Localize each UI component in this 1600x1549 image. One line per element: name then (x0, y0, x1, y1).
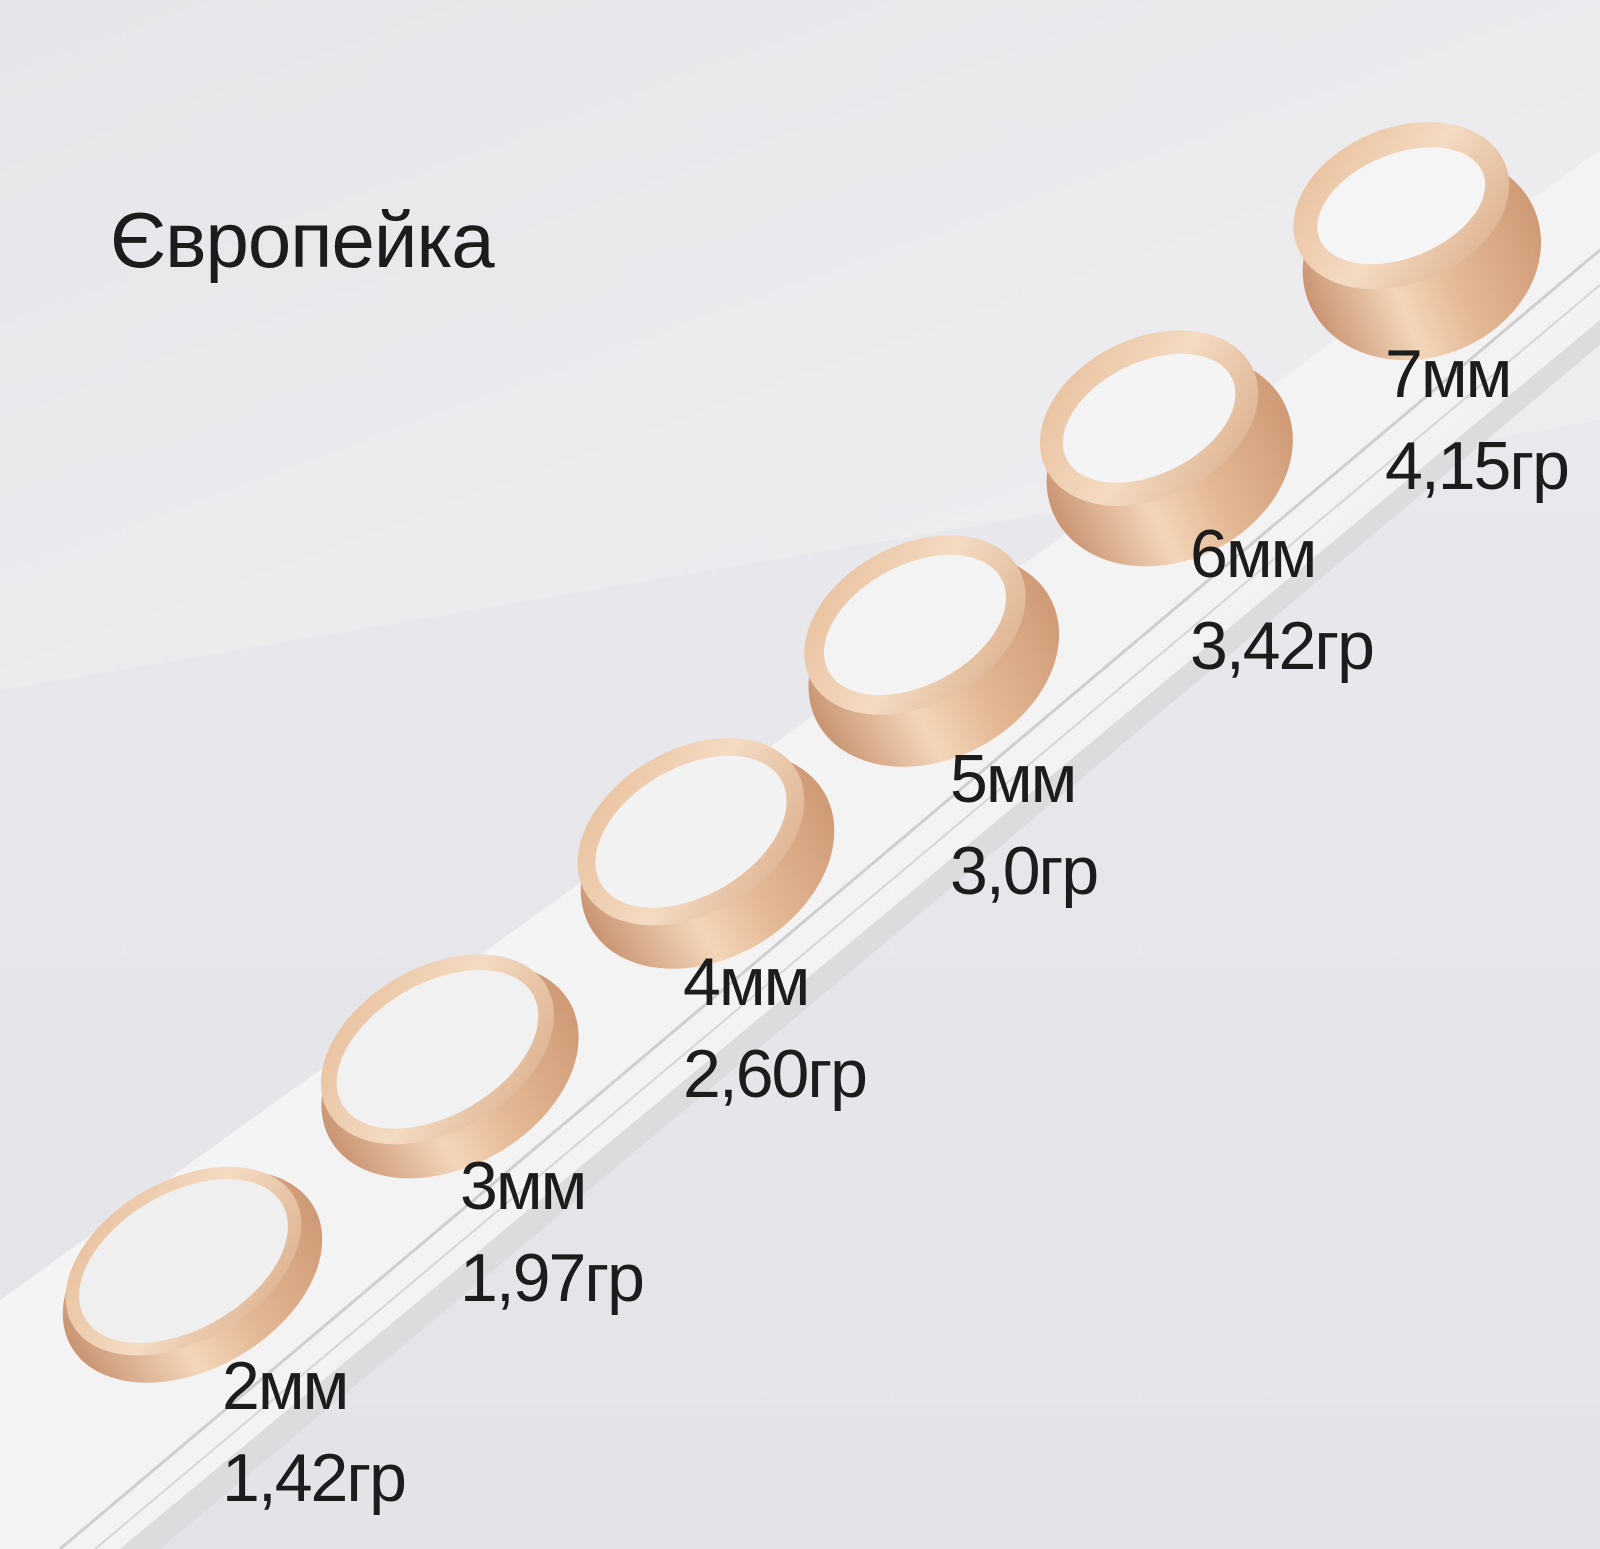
ring-weight: 2,60гр (683, 1036, 866, 1112)
ring-label-6mm (1190, 516, 1373, 684)
ring-width: 5мм (950, 741, 1076, 817)
ring-label-3mm (460, 1148, 643, 1316)
ring-width: 4мм (683, 944, 809, 1020)
page-title: Європейка (110, 196, 494, 284)
ring-width: 3мм (460, 1148, 586, 1224)
ring-width: 6мм (1190, 516, 1316, 592)
ring-label-7mm (1385, 336, 1568, 504)
ring-weight: 1,97гр (460, 1240, 643, 1316)
ring-width: 7мм (1385, 336, 1511, 412)
ring-weight: 3,0гр (950, 833, 1098, 909)
ring-width: 2мм (222, 1348, 348, 1424)
ring-label-5mm (950, 741, 1098, 909)
ring-label-4mm (683, 944, 866, 1112)
ring-weight: 4,15гр (1385, 428, 1568, 504)
ring-weight: 1,42гр (222, 1440, 405, 1516)
ring-label-2mm (222, 1348, 405, 1516)
ring-weight: 3,42гр (1190, 608, 1373, 684)
